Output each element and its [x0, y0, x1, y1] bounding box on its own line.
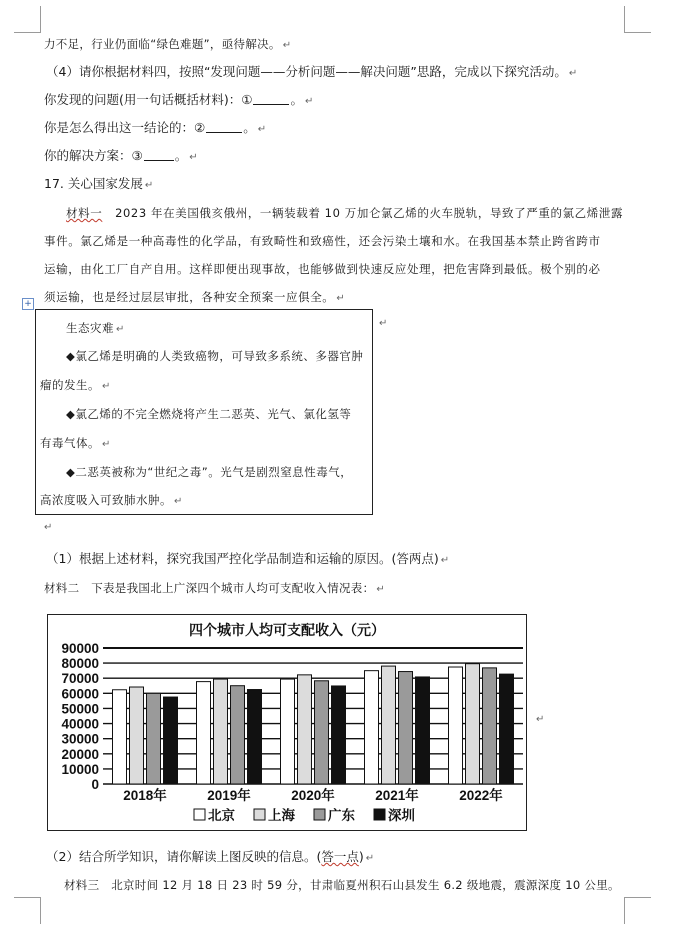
bar-深圳 [248, 690, 262, 784]
material-2-intro: 材料二 下表是我国北上广深四个城市人均可支配收入情况表： ↵ [44, 581, 386, 595]
y-tick-label: 20000 [61, 746, 99, 762]
ecology-disaster-box [35, 309, 373, 515]
x-tick-label: 2022年 [459, 788, 503, 803]
page-corner-mark [624, 897, 651, 924]
material-3-intro: 材料三 北京时间 12 月 18 日 23 时 59 分，甘肃临夏州积石山县发生 6.2 级地震，震源深度 10 公里。 [64, 878, 620, 892]
page-corner-mark [624, 6, 651, 33]
bar-广东 [483, 668, 497, 784]
answer-line-1: 你发现的问题(用一句话概括材料)：① 。 ↵ [44, 92, 314, 107]
box-bullet: ◆二恶英被称为“世纪之毒”。光气是剧烈窒息性毒气， [66, 465, 353, 479]
legend-swatch [374, 809, 385, 820]
y-tick-label: 50000 [61, 701, 99, 717]
page-corner-mark [14, 6, 41, 33]
answer-line-2: 你是怎么得出这一结论的：② 。 ↵ [44, 120, 267, 135]
bar-深圳 [164, 697, 178, 784]
bar-北京 [365, 671, 379, 784]
income-bar-chart [47, 614, 527, 831]
y-tick-label: 10000 [61, 761, 99, 777]
box-title: 生态灾难 ↵ [66, 321, 125, 335]
answer-blank[interactable] [144, 147, 174, 161]
x-tick-label: 2021年 [375, 788, 419, 803]
bar-上海 [130, 687, 144, 784]
bar-广东 [399, 672, 413, 784]
bar-上海 [214, 679, 228, 784]
chart-canvas [48, 615, 526, 830]
paragraph-mark: ↵ [536, 714, 545, 725]
bar-上海 [298, 675, 312, 784]
bar-广东 [315, 681, 329, 784]
bar-上海 [466, 664, 480, 784]
legend-swatch [314, 809, 325, 820]
box-bullet-cont: 有毒气体。 ↵ [40, 436, 111, 450]
legend-swatch [194, 809, 205, 820]
paragraph-mark: ↵ [44, 522, 53, 533]
text-line: 力不足，行业仍面临“绿色难题”，亟待解决。 ↵ [44, 37, 292, 51]
box-bullet: ◆氯乙烯的不完全燃烧将产生二恶英、光气、氯化氢等 [66, 407, 352, 421]
legend-label: 上海 [268, 808, 295, 823]
y-tick-label: 60000 [61, 686, 99, 702]
x-tick-label: 2020年 [291, 788, 335, 803]
y-tick-label: 90000 [61, 641, 99, 656]
bar-广东 [231, 686, 245, 784]
bar-北京 [197, 682, 211, 784]
bar-深圳 [416, 677, 430, 784]
y-tick-label: 40000 [61, 716, 99, 732]
bar-北京 [449, 667, 463, 784]
legend-label: 广东 [328, 808, 355, 823]
page-corner-mark [14, 897, 41, 924]
box-bullet-cont: 瘤的发生。 ↵ [40, 378, 111, 392]
bar-深圳 [332, 686, 346, 784]
material-1-paragraph: 材料一 2023 年在美国俄亥俄州，一辆装载着 10 万加仑氯乙烯的火车脱轨，导致了严重的氯乙烯泄露 事件。氯乙烯是一种高毒性的化学品，有致畸性和致癌性，还会污染土壤和水。在我国基本禁止跨省跨市 运输，由化工厂自产自用。这样即便出现事故，也能够做到快速反应处理，把危害降到最低。极个别的必 须运输，也是经过层层审批，各种安全预案一应俱全。 ↵ [44, 206, 624, 304]
bar-北京 [281, 679, 295, 784]
paragraph-mark: ↵ [379, 318, 388, 329]
question-1: （1）根据上述材料，探究我国严控化学品制造和运输的原因。(答两点) ↵ [46, 551, 450, 566]
bar-深圳 [500, 674, 514, 784]
box-bullet: ◆氯乙烯是明确的人类致癌物，可导致多系统、多器官肿 [66, 349, 364, 363]
y-tick-label: 70000 [61, 671, 99, 687]
question-2: （2）结合所学知识，请你解读上图反映的信息。(答一点) ↵ [46, 849, 375, 864]
question-17-title: 17. 关心国家发展 ↵ [44, 176, 154, 191]
x-tick-label: 2018年 [123, 788, 167, 803]
y-tick-label: 30000 [61, 731, 99, 747]
bar-广东 [147, 693, 161, 784]
chart-title: 四个城市人均可支配收入（元） [189, 622, 385, 638]
y-tick-label: 80000 [61, 656, 99, 672]
box-bullet-cont: 高浓度吸入可致肺水肿。 ↵ [40, 493, 183, 507]
x-tick-label: 2019年 [207, 788, 251, 803]
bar-北京 [113, 690, 127, 784]
legend-swatch [254, 809, 265, 820]
answer-line-3: 你的解决方案：③ 。 ↵ [44, 148, 198, 163]
legend-label: 北京 [208, 808, 235, 823]
answer-blank[interactable] [253, 91, 289, 105]
table-move-handle-icon[interactable]: + [22, 298, 34, 310]
answer-blank[interactable] [206, 119, 242, 133]
bar-上海 [382, 666, 396, 784]
y-tick-label: 0 [91, 777, 99, 792]
legend-label: 深圳 [388, 808, 415, 823]
question-4: （4）请你根据材料四，按照“发现问题——分析问题——解决问题”思路，完成以下探究活动。 ↵ [46, 64, 578, 79]
